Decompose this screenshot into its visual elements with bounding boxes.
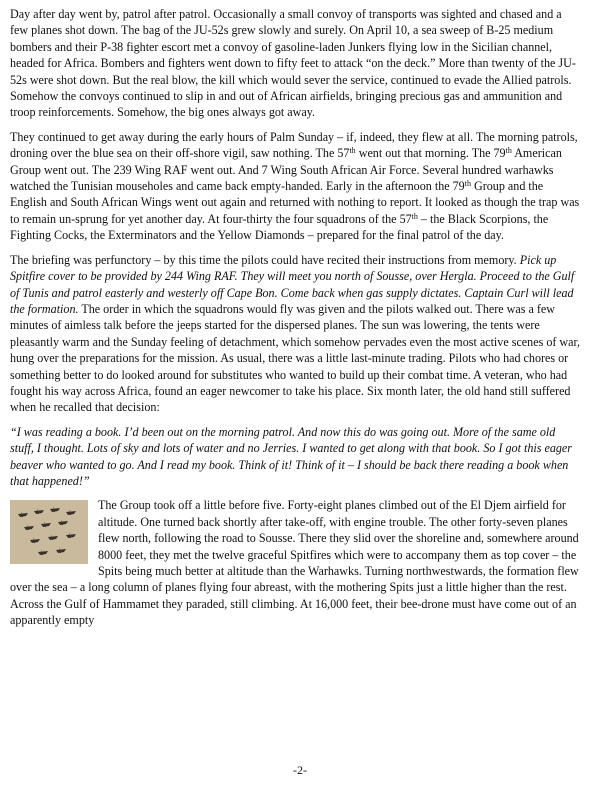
aircraft-formation-image [10,500,88,564]
paragraph-2-text: American Group went out. The 239 Wing RAF went out. And 7 Wing South African Air Force. Several hundred warhawks watched the Tunisian mouseholes and came back empty-handed. Early in the afternoon the 79 [10,146,562,194]
superscript-th: th [349,146,356,156]
superscript-th: th [505,146,512,156]
veteran-quote: “I was reading a book. I’d been out on the morning patrol. And now this do was going out. More of the same old stuff, I thought. Lots of sky and lots of water and no Jerries. I wanted to get along with that book. So I got this eager beaver who wanted to go. And I read my book. Think of it! Think of it – I should be back there reading a book when that happened!” [10,424,572,488]
paragraph-2-text: Group and the English and South African Wings went out again and returned with nothing to report. It looked as though the trap was to remain un-sprung for yet another day. At four-thirty the four squadrons of the 57 [10,179,580,226]
briefing-instructions: Pick up Spitfire cover to be provided by 244 Wing RAF. They will meet you north of Sousse, over Hergla. Proceed to the Gulf of Tunis and patrol easterly and westerly off Cape Bon. Come back when gas supply dictates. Captain Curl will lead the formation. [10,252,575,316]
paragraph-2-text: went out that morning. The 79 [355,146,506,161]
paragraph-1: Day after day went by, patrol after patrol. Occasionally a small convoy of transports was sighted and chased and a few planes shot down. The bag of the JU-52s grew slowly and surely. On April 10, a sea sweep of B-25 medium bombers and their P-38 fighter escort met a convoy of gasoline-laden Junkers flying low in the Sicilian channel, headed for Africa. Bombers and fighters went down to fifty feet to attack “on the deck.” More than twenty of the JU-52s were shot down. But the real blow, the kill which would sever the service, continued to evade the Allied patrols. Somehow the convoys continued to slip in and out of African airfields, bringing precious gas and ammunition and troop reinforcements. Somehow, the big ones always got away. [10,7,576,120]
page-number: -2- [293,763,307,777]
paragraph-2-text: – the Black Scorpions, the Fighting Cocks, the Exterminators and the Yellow Diamonds – prepared for the final patrol of the day. [10,211,549,243]
paragraph-3 [10,252,582,416]
paragraph-5: The Group took off a little before five. Forty-eight planes climbed out of the El Djem airfield for altitude. One turned back shortly after take-off, with engine trouble. The other forty-seven planes flew north, following the road to Sousse. There they slid over the shoreline and, somewhere around 8000 feet, they met the twelve graceful Spitfires which were to accompany them as top cover – the Spits being much better at altitude than the Warhawks. Turning northwestwards, the formation flew over the sea – a long column of planes flying four abreast, with the mothering Spits just a little higher than the rest. Across the Gulf of Hammamet they paraded, still climbing. At 16,000 feet, their bee-drone must have come out of an apparently empty [10,498,579,628]
superscript-th: th [411,211,418,221]
paragraph-5-block [10,497,582,628]
superscript-th: th [464,179,471,189]
aircraft-formation-photo [10,500,88,564]
paragraph-3-text: The order in which the squadrons would fly was given and the pilots walked out. There was a few minutes of aimless talk before the jeeps started for the dispersed planes. The sun was lowering, the tents were pleasantly warm and the Sunday feeling of detachment, which somehow pervades even the most active scenes of war, hung over the preparations for the mission. As usual, there was a little last-minute trading. Pilots who had chores or something better to do looked around for substitutes who wanted to build up their combat time. A veteran, who had fought his way across Africa, found an eager newcomer to take his place. Six month later, the old hand still suffered when he recalled that decision: [10,301,581,415]
paragraph-2-text: They continued to get away during the early hours of Palm Sunday – if, indeed, they flew at all. The morning patrols, droning over the blue sea on their off-shore vigil, saw nothing. The 57 [10,129,578,161]
paragraph-2 [10,129,582,244]
paragraph-3-text: The briefing was perfunctory – by this time the pilots could have recited their instructions from memory. [10,252,520,267]
